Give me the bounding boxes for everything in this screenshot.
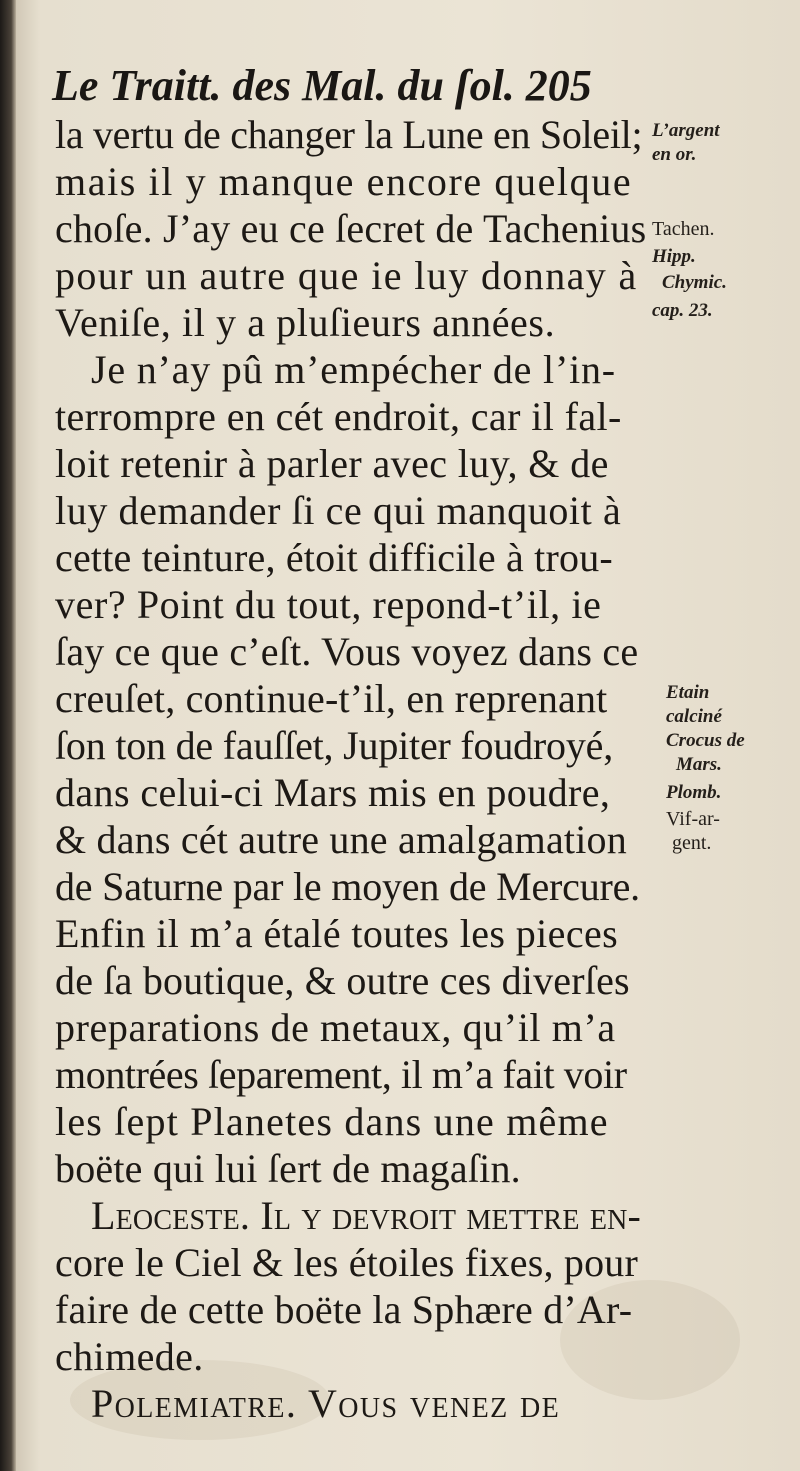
margin-note: cap. 23. xyxy=(652,300,713,321)
text-line: les ſept Planetes dans une même xyxy=(55,1099,609,1144)
text-line: choſe. J’ay eu ce ſecret de Tachenius xyxy=(55,206,647,251)
margin-note: Vif-ar- xyxy=(666,808,720,830)
margin-note: Chymic. xyxy=(662,272,727,293)
margin-note: Mars. xyxy=(676,754,722,775)
text-line: core le Ciel & les étoiles fixes, pour xyxy=(55,1240,638,1285)
text-line: loit retenir à parler avec luy, & de xyxy=(55,441,609,486)
text-line: montrées ſeparement, il m’a fait voir xyxy=(55,1052,627,1097)
text-line: terrompre en cét endroit, car il fal- xyxy=(55,394,622,439)
text-line: mais il y manque encore quelque xyxy=(55,159,633,204)
page-gutter xyxy=(0,0,16,1471)
text-line: creuſet, continue-t’il, en reprenant xyxy=(55,676,608,721)
text-line: Enfin il m’a étalé toutes les pieces xyxy=(55,911,619,956)
text-line: faire de cette boëte la Sphære d’Ar- xyxy=(55,1287,633,1332)
text-line: ver? Point du tout, repond-t’il, ie xyxy=(55,582,602,627)
margin-note: Crocus de xyxy=(666,730,745,751)
text-line: pour un autre que ie luy donnay à xyxy=(55,253,638,298)
margin-note: Hipp. xyxy=(652,246,696,267)
text-line: Je n’ay pû m’empécher de l’in- xyxy=(91,347,616,392)
text-line: de ſa boutique, & outre ces diverſes xyxy=(55,958,630,1003)
text-line: Veniſe, il y a pluſieurs années. xyxy=(55,300,556,345)
text-line: boëte qui lui ſert de magaſin. xyxy=(55,1146,521,1191)
margin-note: gent. xyxy=(672,832,712,854)
margin-note: en or. xyxy=(652,144,697,165)
text-line: cette teinture, étoit difficile à trou- xyxy=(55,535,613,580)
margin-note: Tachen. xyxy=(652,218,715,240)
text-line: ſon ton de fauſſet, Jupiter foudroyé, xyxy=(55,723,614,768)
text-line: chimede. xyxy=(55,1334,204,1379)
text-line: luy demander ſi ce qui manquoit à xyxy=(55,488,622,533)
margin-note: L’argent xyxy=(652,120,720,141)
running-head: Le Traitt. des Mal. du ſol. 205 xyxy=(52,61,592,110)
margin-note: Plomb. xyxy=(666,782,722,803)
text-line: & dans cét autre une amalgamation xyxy=(55,817,627,862)
text-line: Leoceste. Il y devroit mettre en- xyxy=(91,1193,642,1238)
text-line: dans celui-ci Mars mis en poudre, xyxy=(55,770,611,815)
text-line: ſay ce que c’eſt. Vous voyez dans ce xyxy=(55,629,639,674)
text-line: preparations de metaux, qu’il m’a xyxy=(55,1005,616,1050)
margin-note: calciné xyxy=(666,706,722,727)
text-line: Polemiatre. Vous venez de xyxy=(91,1381,561,1426)
text-line: de Saturne par le moyen de Mercure. xyxy=(55,864,640,909)
text-line: la vertu de changer la Lune en Soleil; xyxy=(55,112,643,157)
margin-note: Etain xyxy=(666,682,710,703)
